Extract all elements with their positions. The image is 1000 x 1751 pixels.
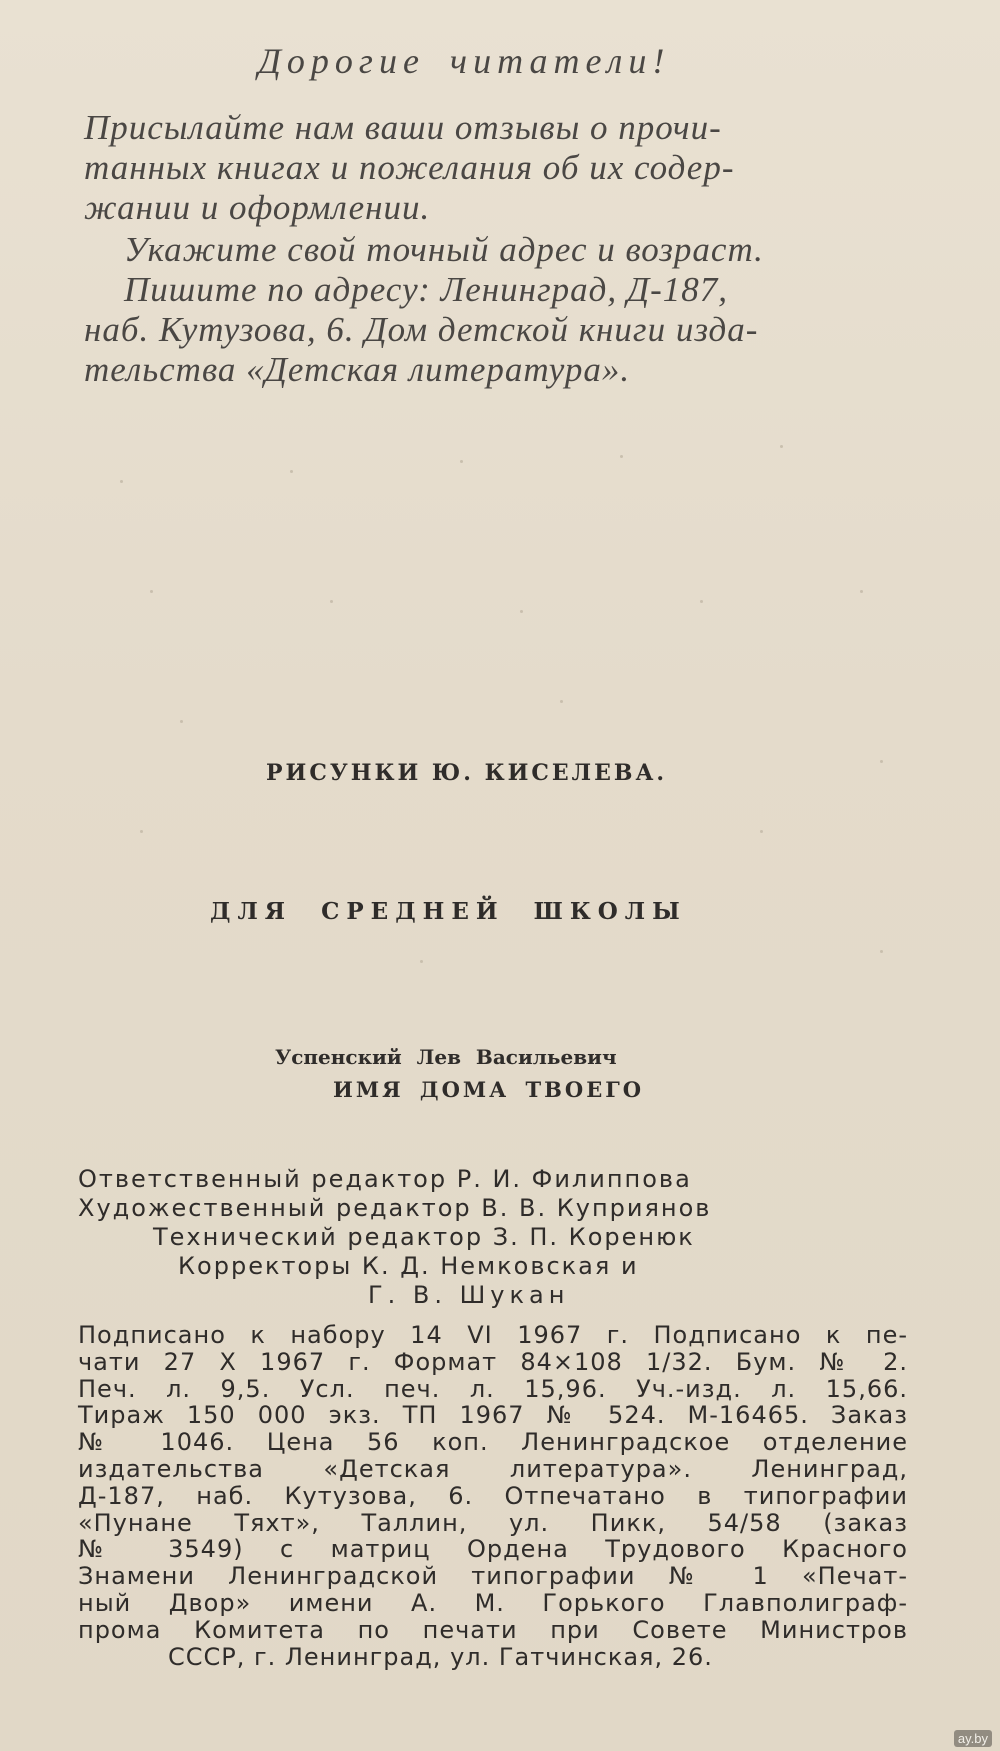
paper-speck	[330, 600, 333, 603]
credit-line: Художественный редактор В. В. Куприянов	[78, 1194, 712, 1222]
audience-label: ДЛЯ СРЕДНЕЙ ШКОЛЫ	[210, 898, 687, 925]
paper-speck	[620, 455, 623, 458]
paper-speck	[140, 830, 143, 833]
address-line: наб. Кутузова, 6. Дом детской книги изда-	[84, 310, 759, 349]
greeting-heading: Дорогие читатели!	[258, 41, 671, 81]
paper-speck	[880, 950, 883, 953]
imprint-block	[78, 1322, 908, 1670]
paper-speck	[520, 610, 523, 613]
imprint-line: ный Двор» имени А. М. Горького Главполиграф-	[78, 1588, 908, 1617]
site-watermark: ay.by	[954, 1730, 992, 1747]
paper-speck	[420, 960, 423, 963]
appeal-line: жании и оформлении.	[84, 188, 431, 227]
imprint-line: № 3549) с матриц Ордена Трудового Красного	[78, 1535, 908, 1564]
appeal-paragraph	[84, 108, 914, 228]
imprint-line: прома Комитета по печати при Совете Министров	[78, 1615, 908, 1644]
paper-speck	[880, 760, 883, 763]
imprint-line: издательства «Детская литература». Ленинград,	[78, 1454, 908, 1483]
paper-speck	[560, 700, 563, 703]
credit-line: Г. В. Шукан	[368, 1281, 570, 1309]
paper-speck	[860, 590, 863, 593]
imprint-line: Подписано к набору 14 VI 1967 г. Подписано к пе-	[78, 1321, 908, 1349]
paper-speck	[290, 470, 293, 473]
imprint-line: № 1046. Цена 56 коп. Ленинградское отделение	[78, 1428, 908, 1457]
paper-speck	[760, 830, 763, 833]
address-line: Укажите свой точный адрес и возраст.	[124, 230, 764, 269]
appeal-line: танных книгах и пожелания об их содер-	[84, 148, 735, 187]
address-line: Пишите по адресу: Ленинград, Д-187,	[124, 270, 729, 309]
imprint-line: «Пунане Тяхт», Таллин, ул. Пикк, 54/58 (заказ	[78, 1508, 908, 1537]
imprint-line: Печ. л. 9,5. Усл. печ. л. 15,96. Уч.-изд. л. 15,66.	[78, 1374, 908, 1403]
paper-speck	[780, 445, 783, 448]
paper-speck	[150, 590, 153, 593]
imprint-line: чати 27 X 1967 г. Формат 84×108 1/32. Бум. № 2.	[78, 1347, 908, 1376]
imprint-line: Тираж 150 000 экз. ТП 1967 № 524. М-16465. Заказ	[78, 1401, 908, 1430]
paper-speck	[700, 600, 703, 603]
illustrator-credit: РИСУНКИ Ю. КИСЕЛЕВА.	[266, 760, 668, 786]
book-title: ИМЯ ДОМА ТВОЕГО	[333, 1077, 645, 1102]
paper-speck	[180, 720, 183, 723]
address-paragraph	[84, 230, 914, 390]
paper-speck	[120, 480, 123, 483]
credit-line: Корректоры К. Д. Немковская и	[178, 1252, 639, 1280]
credit-line: Технический редактор З. П. Коренюк	[153, 1223, 695, 1251]
address-line: тельства «Детская литература».	[84, 350, 631, 389]
imprint-line: Д-187, наб. Кутузова, 6. Отпечатано в типографии	[78, 1481, 908, 1510]
author-name: Успенский Лев Васильевич	[275, 1045, 617, 1069]
credit-line: Ответственный редактор Р. И. Филиппова	[78, 1165, 692, 1193]
appeal-line: Присылайте нам ваши отзывы о прочи-	[84, 108, 722, 147]
imprint-line: Знамени Ленинградской типографии № 1 «Печат-	[78, 1562, 908, 1591]
paper-speck	[460, 460, 463, 463]
imprint-line: СССР, г. Ленинград, ул. Гатчинская, 26.	[168, 1642, 713, 1671]
editorial-credits	[78, 1165, 908, 1310]
